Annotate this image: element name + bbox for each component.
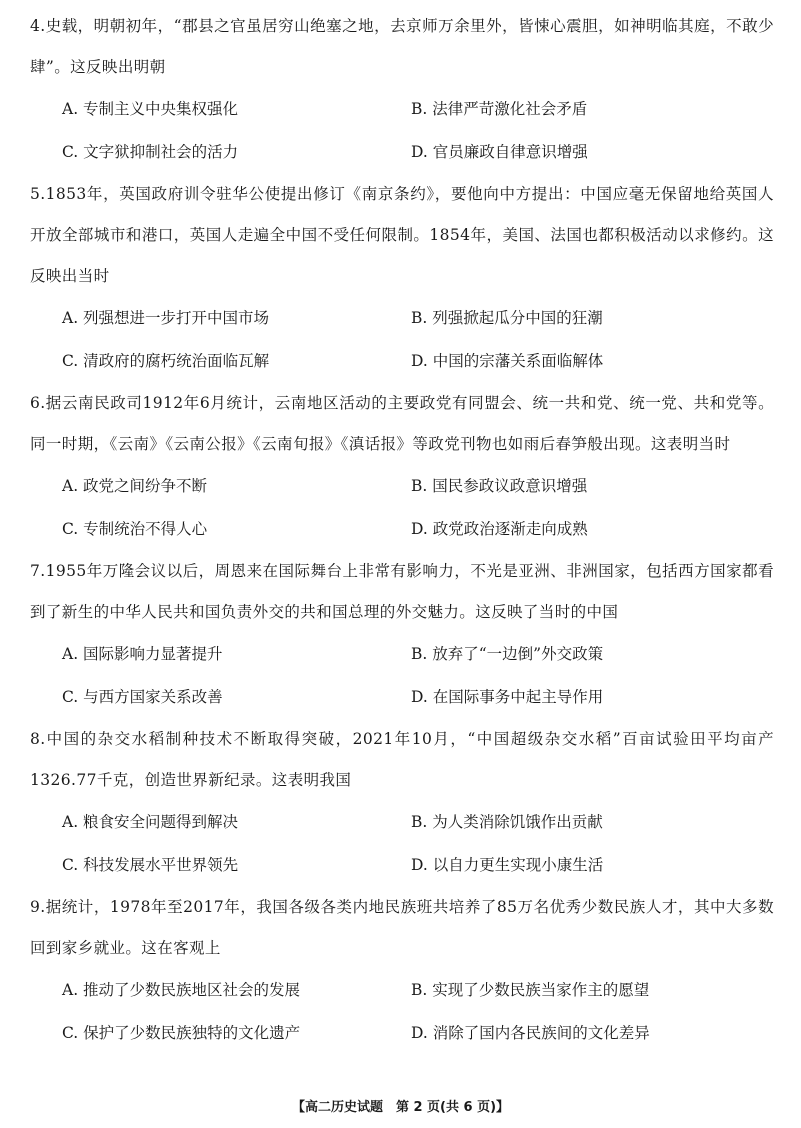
- option-d: D. 以自力更生实现小康生活: [411, 856, 604, 874]
- question-stem: 8.中国的杂交水稻制种技术不断取得突破，2021年10月，“中国超级杂交水稻”百亩试验田平均亩产1326.77千克，创造世界新纪录。这表明我国: [30, 730, 774, 789]
- option-b: B. 为人类消除饥饿作出贡献: [411, 813, 603, 831]
- option-d: D. 官员廉政自律意识增强: [411, 143, 588, 161]
- question-5: [30, 174, 774, 383]
- option-a: A. 专制主义中央集权强化: [62, 100, 239, 118]
- question-4: [30, 6, 774, 174]
- question-6: [30, 383, 774, 551]
- option-a: A. 推动了少数民族地区社会的发展: [62, 981, 301, 999]
- option-c: C. 保护了少数民族独特的文化遗产: [62, 1024, 301, 1042]
- option-grid: [30, 801, 774, 887]
- question-stem: 9.据统计，1978年至2017年，我国各级各类内地民族班共培养了85万名优秀少数民族人才，其中大多数回到家乡就业。这在客观上: [30, 898, 774, 957]
- option-b: B. 放弃了“一边倒”外交政策: [411, 645, 604, 663]
- question-8: [30, 719, 774, 887]
- option-d: D. 中国的宗藩关系面临解体: [411, 352, 604, 370]
- option-grid: [30, 465, 774, 551]
- option-c: C. 科技发展水平世界领先: [62, 856, 239, 874]
- option-a: A. 国际影响力显著提升: [62, 645, 223, 663]
- question-stem: 5.1853年，英国政府训令驻华公使提出修订《南京条约》，要他向中方提出：中国应毫无保留地给英国人开放全部城市和港口，英国人走遍全中国不受任何限制。1854年，美国、法国也都积极活动以求修约。这反映出当时: [30, 185, 774, 285]
- option-a: A. 政党之间纷争不断: [62, 477, 208, 495]
- option-d: D. 消除了国内各民族间的文化差异: [411, 1024, 650, 1042]
- option-c: C. 文字狱抑制社会的活力: [62, 143, 239, 161]
- option-c: C. 清政府的腐朽统治面临瓦解: [62, 352, 270, 370]
- option-d: D. 在国际事务中起主导作用: [411, 688, 604, 706]
- option-grid: [30, 969, 774, 1055]
- page-footer: 【高二历史试题 第 2 页(共 6 页)】: [291, 1100, 510, 1115]
- option-b: B. 列强掀起瓜分中国的狂潮: [411, 309, 603, 327]
- option-grid: [30, 633, 774, 719]
- option-a: A. 列强想进一步打开中国市场: [62, 309, 270, 327]
- option-b: B. 国民参政议政意识增强: [411, 477, 588, 495]
- question-list: [30, 6, 774, 1055]
- question-stem: 7.1955年万隆会议以后，周恩来在国际舞台上非常有影响力，不光是亚洲、非洲国家，包括西方国家都看到了新生的中华人民共和国负责外交的共和国总理的外交魅力。这反映了当时的中国: [30, 562, 774, 621]
- question-9: [30, 887, 774, 1055]
- question-stem: 4.史载，明朝初年，“郡县之官虽居穷山绝塞之地，去京师万余里外，皆悚心震胆，如神明临其庭，不敢少肆”。这反映出明朝: [30, 17, 774, 76]
- option-a: A. 粮食安全问题得到解决: [62, 813, 239, 831]
- option-b: B. 法律严苛激化社会矛盾: [411, 100, 588, 118]
- option-c: C. 专制统治不得人心: [62, 520, 208, 538]
- option-grid: [30, 297, 774, 383]
- option-grid: [30, 88, 774, 174]
- option-d: D. 政党政治逐渐走向成熟: [411, 520, 588, 538]
- option-c: C. 与西方国家关系改善: [62, 688, 223, 706]
- option-b: B. 实现了少数民族当家作主的愿望: [411, 981, 650, 999]
- question-7: [30, 551, 774, 719]
- question-stem: 6.据云南民政司1912年6月统计，云南地区活动的主要政党有同盟会、统一共和党、统一党、共和党等。同一时期，《云南》《云南公报》《云南旬报》《滇话报》等政党刊物也如雨后春笋般出现。这表明当时: [30, 394, 774, 453]
